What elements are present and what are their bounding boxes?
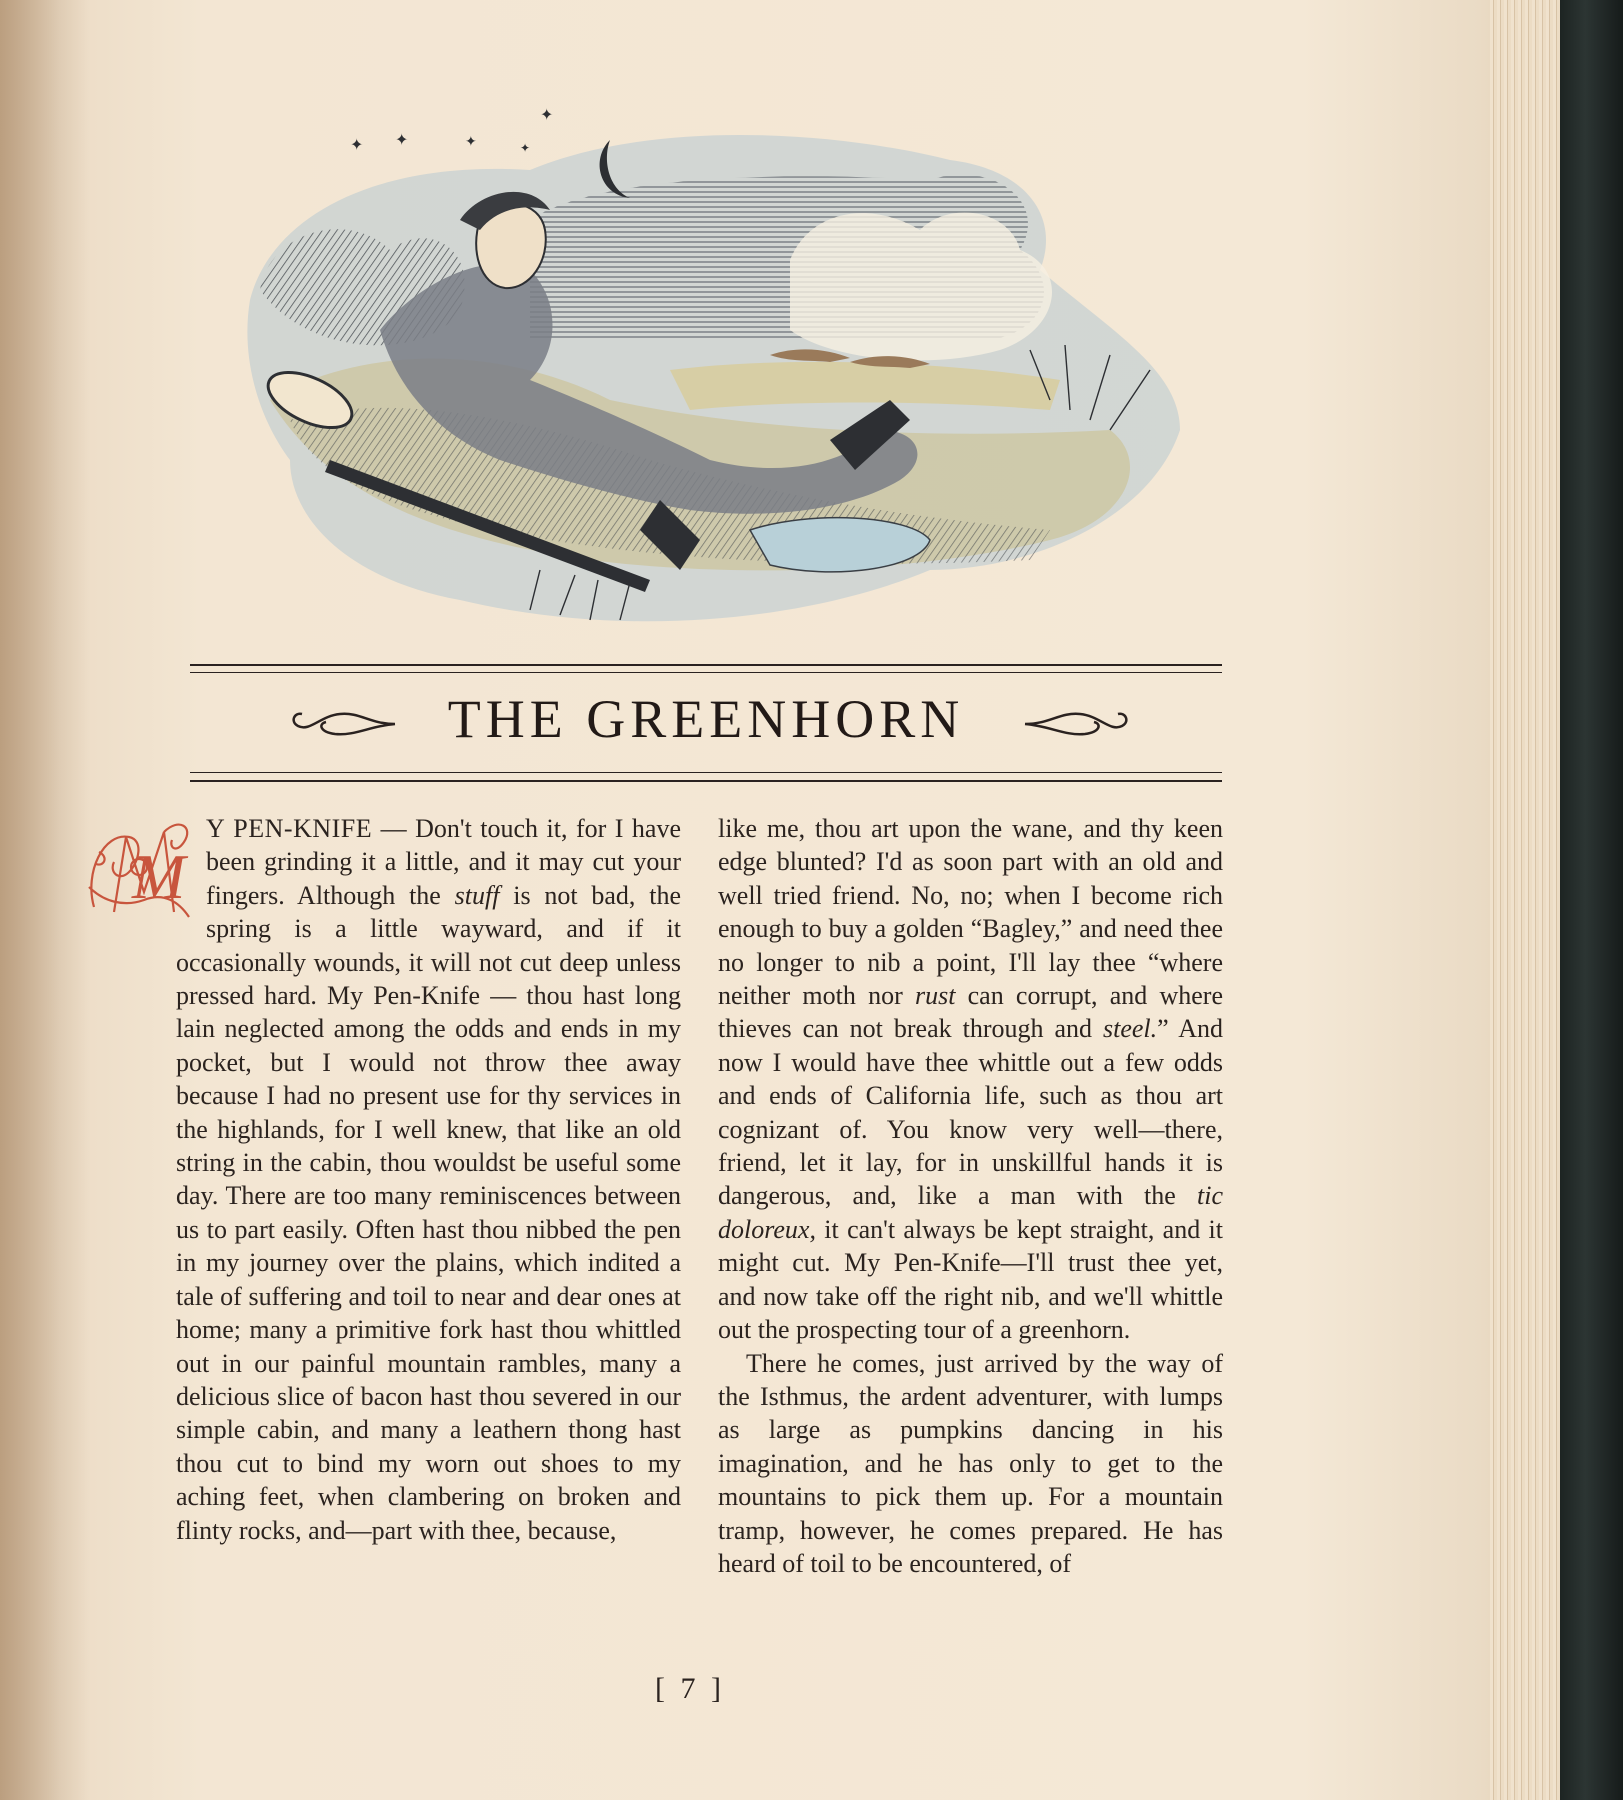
opening-text: — Don't touch it, for I have been grinding it a little, and it may cut your fingers. Although the (206, 814, 682, 910)
title-rule-top (190, 664, 1222, 666)
opening-paragraph (132, 812, 682, 1547)
italic-tic-doloreux: tic doloreux, (718, 1181, 1223, 1244)
right-swash-ornament-icon (1020, 704, 1130, 744)
right-text-2: can corrupt, and where thieves can not break through and (718, 981, 1224, 1044)
italic-steel: steel. (1102, 1014, 1158, 1044)
opening-small-caps: Y PEN-KNIFE (206, 814, 373, 843)
page-block-edges (1490, 0, 1560, 1800)
page-number: [ 7 ] (655, 1672, 725, 1705)
title-block (190, 664, 1222, 790)
chapter-title: THE GREENHORN (447, 689, 965, 749)
right-text-4: it can't always be kept straight, and it might cut. My Pen-Knife—I'll trust thee yet, and now take off the right nib, and we'll whittle out the prospecting tour of a greenhorn. (718, 1214, 1223, 1345)
svg-text:✦: ✦ (540, 107, 554, 124)
svg-text:✦: ✦ (395, 132, 409, 149)
book-cover-board (1560, 0, 1623, 1800)
second-paragraph: There he comes, just arrived by the way of the Isthmus, the ardent adventurer, with lumps as large as pumpkins dancing in his imagination, and he has only to get to the mountains to pick them up. For a mountain tramp, however, he comes prepared. He has heard of toil to be encountered, of (718, 1348, 1223, 1578)
italic-rust: rust (914, 981, 956, 1011)
svg-text:✦: ✦ (465, 135, 477, 150)
italic-stuff: stuff (454, 880, 500, 910)
svg-text:✦: ✦ (350, 137, 364, 154)
svg-text:✦: ✦ (520, 141, 531, 155)
title-rule-top-thin (190, 672, 1222, 673)
continuation-paragraph (718, 812, 1223, 1347)
title-rule-bottom-thin (190, 772, 1222, 773)
dropcap-letter: M (132, 841, 186, 912)
left-body-text: is not bad, the spring is a little wayward, and if it occasionally wounds, it will not cut deep unless pressed hard. My Pen-Knife — thou hast long lain neglected among the odds and ends in my pocket, but I would not throw thee away because I had no present use for thy services in the highlands, for I well knew, that like an old string in the cabin, thou wouldst be useful some day. There are too many reminiscences between us to part easily. Often hast thou nibbed the pen in my journey over the plains, which indited a tale of suffering and toil to near and dear ones at home; many a primitive fork hast thou whittled out in our painful mountain rambles, many a delicious slice of bacon hast thou severed in our simple cabin, and many a leathern thong hast thou cut to bind my worn out shoes to my aching feet, when clambering on broken and flinty rocks, and—part with thee, because, (176, 880, 681, 1545)
right-text-column (718, 812, 1223, 1580)
right-text-3: ” And now I would have thee whittle out a few odds and ends of California life, such as thou art cognizant of. You know very well—there, friend, let it lay, for in unskillful hands it is dangerous, and, like a man with the (718, 1014, 1224, 1211)
title-rule-bottom (190, 780, 1222, 782)
gutter-shadow (0, 0, 90, 1800)
left-text-column (132, 812, 682, 1547)
decorative-dropcap-m (84, 812, 196, 926)
greenhorn-illustration (230, 100, 1190, 650)
right-text-1: like me, thou art upon the wane, and thy keen edge blunted? I'd as soon part with an old and well tried friend. No, no; when I become rich enough to buy a golden “Bagley,” and need thee no longer to nib a point, I'll lay thee “where neither moth nor (718, 814, 1223, 1011)
